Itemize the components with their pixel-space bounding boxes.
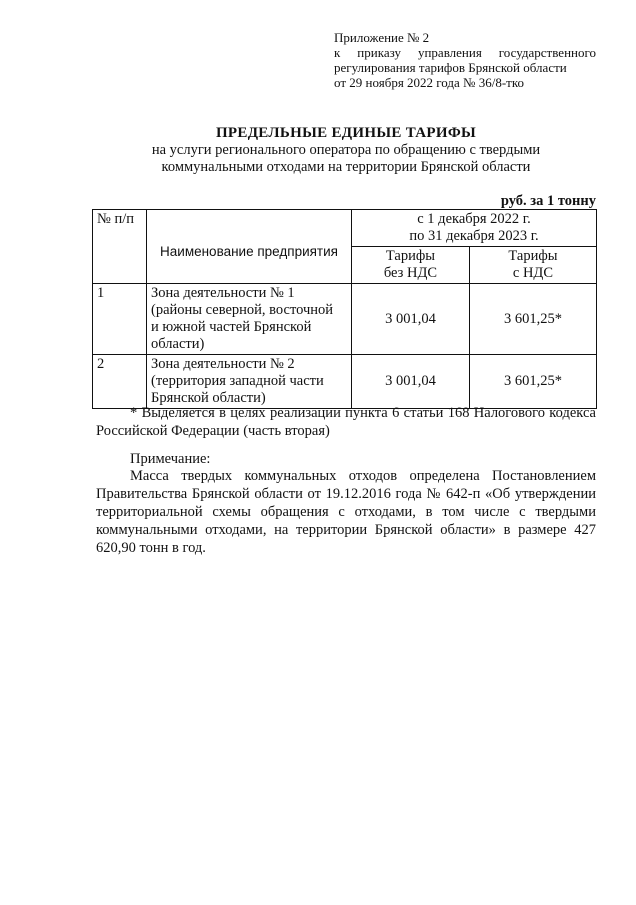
header-name: Наименование предприятия [147, 210, 352, 284]
table-row [93, 284, 597, 355]
note-label: Примечание: [130, 451, 211, 467]
row-num: 2 [93, 355, 147, 409]
header-with-vat-line-1: Тарифы [508, 248, 558, 264]
row-name-line: Зона деятельности № 2 [151, 356, 295, 372]
header-with-vat-line-2: с НДС [512, 265, 553, 281]
header-without-vat-line-2: без НДС [383, 265, 438, 281]
row-name-line: и южной частей Брянской [151, 319, 312, 335]
row-tariff-without-vat: 3 001,04 [352, 284, 470, 355]
row-name-line: области) [151, 336, 205, 352]
header-without-vat [352, 247, 470, 284]
row-name [147, 355, 352, 409]
row-name [147, 284, 352, 355]
row-name-line: Брянской области) [151, 390, 266, 406]
appendix-order-line: к приказу управления государственного [334, 45, 596, 60]
appendix-date-line: от 29 ноября 2022 года № 36/8-тко [334, 75, 524, 90]
footnote: * Выделяется в целях реализации пункта 6 статьи 168 Налогового кодекса Российской Федерации (часть вторая) [96, 405, 596, 439]
row-name-line: (районы северной, восточной [151, 302, 334, 318]
header-with-vat [469, 247, 596, 284]
header-period-start: с 1 декабря 2022 г. [417, 211, 531, 227]
note-body: Масса твердых коммунальных отходов определена Постановлением Правительства Брянской области от 19.12.2016 года № 642-п «Об утверждении территориальной схемы обращения с отходами, в том числе с твердыми коммунальными отходами, на территории Брянской области» в размере 427 620,90 тонн в год. [96, 468, 596, 556]
document-title [96, 125, 596, 176]
row-num: 1 [93, 284, 147, 355]
table-row [93, 355, 597, 409]
row-tariff-with-vat: 3 601,25* [469, 355, 596, 409]
row-name-line: (территория западной части [151, 373, 324, 389]
tariff-table [92, 209, 597, 409]
row-tariff-without-vat: 3 001,04 [352, 355, 470, 409]
row-tariff-with-vat: 3 601,25* [469, 284, 596, 355]
header-without-vat-line-1: Тарифы [385, 248, 435, 264]
appendix-authority-line: регулирования тарифов Брянской области [334, 60, 567, 75]
title-main: ПРЕДЕЛЬНЫЕ ЕДИНЫЕ ТАРИФЫ [215, 125, 477, 141]
header-num: № п/п [93, 210, 147, 284]
table-header-row [93, 210, 597, 247]
title-subtitle-line-2: коммунальными отходами на территории Брянской области [161, 159, 531, 175]
row-name-line: Зона деятельности № 1 [151, 285, 295, 301]
title-subtitle-line-1: на услуги регионального оператора по обращению с твердыми [151, 142, 541, 158]
appendix-number: Приложение № 2 [334, 30, 430, 45]
unit-label: руб. за 1 тонну [500, 193, 596, 209]
header-period-end: по 31 декабря 2023 г. [409, 228, 539, 244]
header-period [352, 210, 597, 247]
appendix-reference [334, 30, 596, 90]
